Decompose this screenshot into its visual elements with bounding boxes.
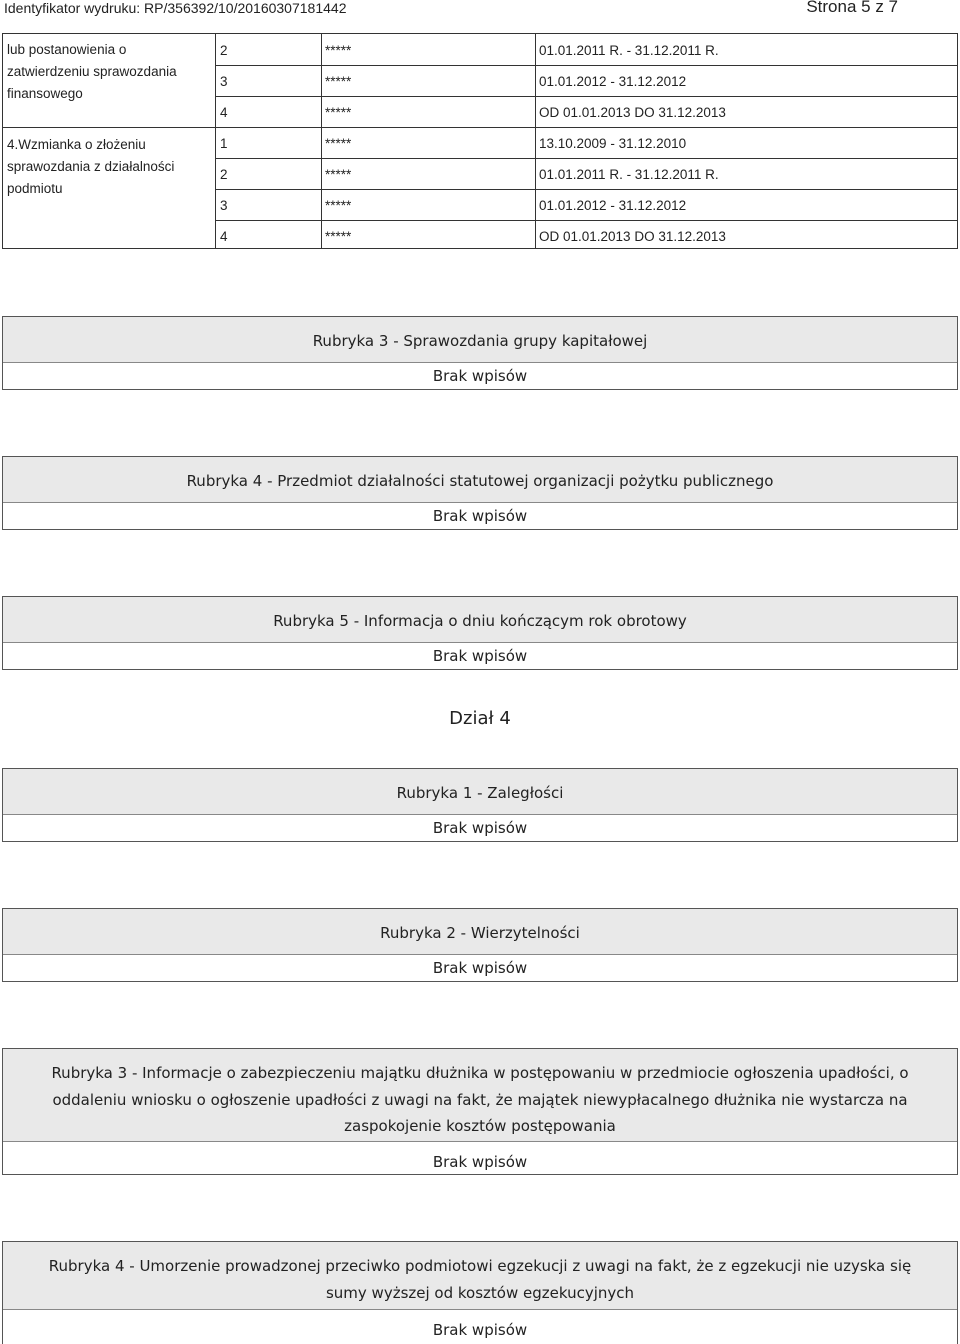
table-row-mask: *****: [325, 198, 352, 213]
table-row-mask: *****: [325, 167, 352, 182]
table-row-num: 1: [220, 136, 228, 151]
section-title: [3, 1242, 957, 1310]
table-row-mask: *****: [325, 136, 352, 151]
table-row-period: 01.01.2011 R. - 31.12.2011 R.: [539, 167, 719, 182]
table-row-mask: *****: [325, 74, 352, 89]
section-title: Rubryka 3 - Sprawozdania grupy kapitałowej: [3, 317, 957, 363]
section-title-line: sumy wyższej od kosztów egzekucyjnych: [325, 1283, 635, 1302]
group2-label-line3: podmiotu: [7, 181, 63, 196]
section-title: [3, 1049, 957, 1142]
table-row-period: 01.01.2012 - 31.12.2012: [539, 74, 687, 89]
section-body: Brak wpisów: [3, 955, 957, 981]
section-body: Brak wpisów: [3, 503, 957, 529]
section-body: Brak wpisów: [3, 815, 957, 841]
table-row-period: 13.10.2009 - 31.12.2010: [539, 136, 687, 151]
page-header: [0, 0, 960, 18]
table-row-mask: *****: [325, 105, 352, 120]
section-body: Brak wpisów: [3, 643, 957, 669]
section-title-line: zaspokojenie kosztów postępowania: [344, 1117, 616, 1135]
section-title: Rubryka 4 - Przedmiot działalności statutowej organizacji pożytku publicznego: [3, 457, 957, 503]
section-rubryka-1-zaleglosci: [2, 768, 958, 842]
section-title-line: Rubryka 3 - Informacje o zabezpieczeniu majątku dłużnika w postępowaniu w przedmiocie ogłoszenia upadłości, o: [51, 1064, 909, 1082]
table-row-mask: *****: [325, 43, 352, 58]
group2-label-line2: sprawozdania z działalności: [7, 159, 175, 174]
table-row-period: 01.01.2012 - 31.12.2012: [539, 198, 687, 213]
section-title-line: oddaleniu wniosku o ogłoszenie upadłości z uwagi na fakt, że majątek niewypłacalnego dłużnika nie wystarcza na: [52, 1090, 908, 1109]
table-row-num: 3: [220, 74, 228, 89]
table-row-num: 4: [220, 105, 228, 120]
group1-label-line2: zatwierdzeniu sprawozdania: [7, 64, 177, 79]
section-rubryka-4-umorzenie: [2, 1241, 958, 1344]
dzial-heading: Dział 4: [449, 708, 511, 729]
section-title: Rubryka 5 - Informacja o dniu kończącym rok obrotowy: [3, 597, 957, 643]
table-row-mask: *****: [325, 229, 352, 244]
reports-table: [2, 33, 958, 249]
print-identifier: Identyfikator wydruku: RP/356392/10/20160307181442: [4, 0, 347, 16]
page-number: Strona 5 z 7: [806, 0, 898, 16]
section-rubryka-2-wierzytelnosci: [2, 908, 958, 982]
table-row-num: 2: [220, 43, 228, 58]
table-row-num: 2: [220, 167, 228, 182]
table-row-num: 3: [220, 198, 228, 213]
table-row-period: OD 01.01.2013 DO 31.12.2013: [539, 229, 726, 244]
section-rubryka-3-grupa: [2, 316, 958, 390]
table-row-period: OD 01.01.2013 DO 31.12.2013: [539, 105, 726, 120]
group1-label-line3: finansowego: [7, 86, 83, 101]
section-body: Brak wpisów: [3, 1142, 957, 1174]
section-body: Brak wpisów: [3, 1310, 957, 1344]
table-row-period: 01.01.2011 R. - 31.12.2011 R.: [539, 43, 719, 58]
section-rubryka-4-przedmiot: [2, 456, 958, 530]
section-body: Brak wpisów: [3, 363, 957, 389]
group2-label-line1: 4.Wzmianka o złożeniu: [7, 137, 146, 152]
section-rubryka-5-rok-obrotowy: [2, 596, 958, 670]
section-title: Rubryka 2 - Wierzytelności: [3, 909, 957, 955]
section-title: Rubryka 1 - Zaległości: [3, 769, 957, 815]
group1-label-line1: lub postanowienia o: [7, 42, 127, 57]
table-row-num: 4: [220, 229, 228, 244]
section-title-line: Rubryka 4 - Umorzenie prowadzonej przeciwko podmiotowi egzekucji z uwagi na fakt, że z egzekucji nie uzyska się: [48, 1257, 912, 1275]
section-rubryka-3-zabezpieczenie: [2, 1048, 958, 1175]
